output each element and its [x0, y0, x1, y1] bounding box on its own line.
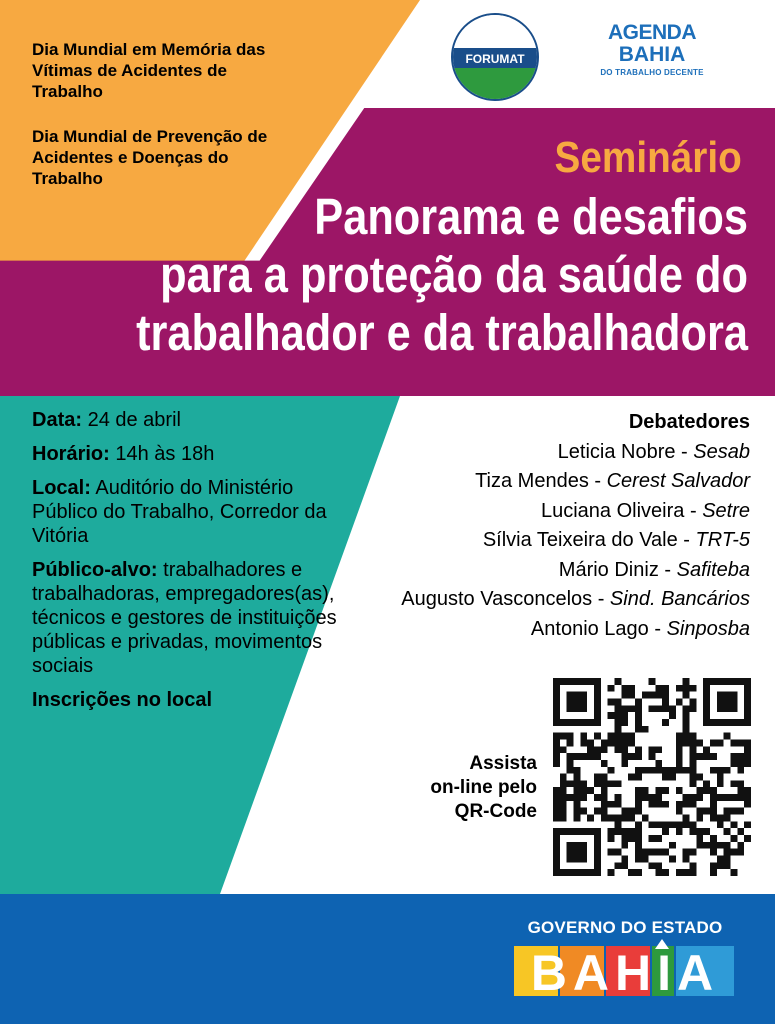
debater-row: Mário Diniz - Safiteba	[558, 558, 750, 581]
qr-code-icon[interactable]	[553, 678, 751, 876]
registration-text: Inscrições no local	[32, 689, 213, 711]
debater-row: Augusto Vasconcelos - Sind. Bancários	[401, 588, 750, 610]
debater-row: Luciana Oliveira - Setre	[540, 499, 750, 522]
debater-org: Sinposba	[666, 617, 750, 640]
audience-label: Público-alvo:	[32, 559, 158, 581]
date-label: Data:	[32, 409, 83, 431]
debater-row: Tiza Mendes - Cerest Salvador	[475, 470, 750, 492]
government-title: GOVERNO DO ESTADO	[527, 918, 723, 937]
debater-org: TRT-5	[695, 529, 750, 551]
agenda-line2: BAHIA	[618, 43, 686, 66]
livestream-line: on-line pelo	[430, 777, 537, 798]
debater-row: Sílvia Teixeira do Vale - TRT-5	[482, 529, 750, 551]
debater-name: Antonio Lago	[530, 617, 649, 640]
livestream-note	[392, 752, 537, 824]
title-line: trabalhador e da trabalhadora	[136, 304, 749, 361]
bahia-wordmark-icon	[512, 938, 738, 1000]
debater-org: Cerest Salvador	[606, 470, 750, 492]
agenda-line1: AGENDA	[607, 21, 696, 44]
audience-value: trabalhadores e trabalhadoras, empregadores(as), técnicos e gestores de instituições públicas e privadas, movimentos sociais	[32, 559, 337, 677]
location-value: Auditório do Ministério Público do Trabalho, Corredor da Vitória	[32, 477, 327, 547]
debaters-list	[310, 408, 750, 644]
time-value: 14h às 18h	[115, 443, 215, 465]
debater-row: Antonio Lago - Sinposba	[530, 617, 750, 640]
debater-org: Safiteba	[676, 558, 750, 581]
debater-name: Leticia Nobre	[557, 440, 676, 463]
debater-name: Sílvia Teixeira do Vale	[482, 529, 678, 551]
debater-name: Tiza Mendes	[475, 470, 589, 492]
debater-org: Sind. Bancários	[609, 588, 750, 610]
debaters-heading: Debatedores	[628, 411, 750, 433]
title-line: Panorama e desafios	[314, 188, 748, 245]
date-value: 24 de abril	[87, 409, 181, 431]
location-label: Local:	[32, 477, 91, 499]
time-label: Horário:	[32, 443, 110, 465]
event-type: Seminário	[554, 133, 742, 182]
title-line: para a proteção da saúde do	[160, 246, 748, 303]
registration-note	[32, 688, 362, 712]
debater-name: Luciana Oliveira	[540, 499, 685, 522]
commemoration-victims: Dia Mundial em Memória das Vítimas de Acidentes de Trabalho	[32, 40, 266, 101]
debater-org: Setre	[702, 499, 750, 522]
agenda-bahia-logo	[586, 22, 718, 77]
debater-name: Mário Diniz	[558, 558, 659, 581]
livestream-line: Assista	[469, 753, 537, 774]
livestream-line: QR-Code	[454, 801, 537, 822]
event-title	[0, 188, 748, 362]
government-logo	[512, 918, 738, 1005]
agenda-line3: DO TRABALHO DECENTE	[600, 68, 704, 77]
forumat-name: FORUMAT	[465, 52, 525, 66]
commemoration-prevention: Dia Mundial de Prevenção de Acidentes e Doenças do Trabalho	[32, 127, 268, 188]
forumat-logo-icon	[450, 12, 540, 102]
debater-org: Sesab	[693, 440, 750, 463]
debater-name: Augusto Vasconcelos	[401, 588, 593, 610]
bahia-wordmark-text: BAHIA	[530, 945, 720, 1000]
debater-row: Leticia Nobre - Sesab	[557, 440, 750, 463]
